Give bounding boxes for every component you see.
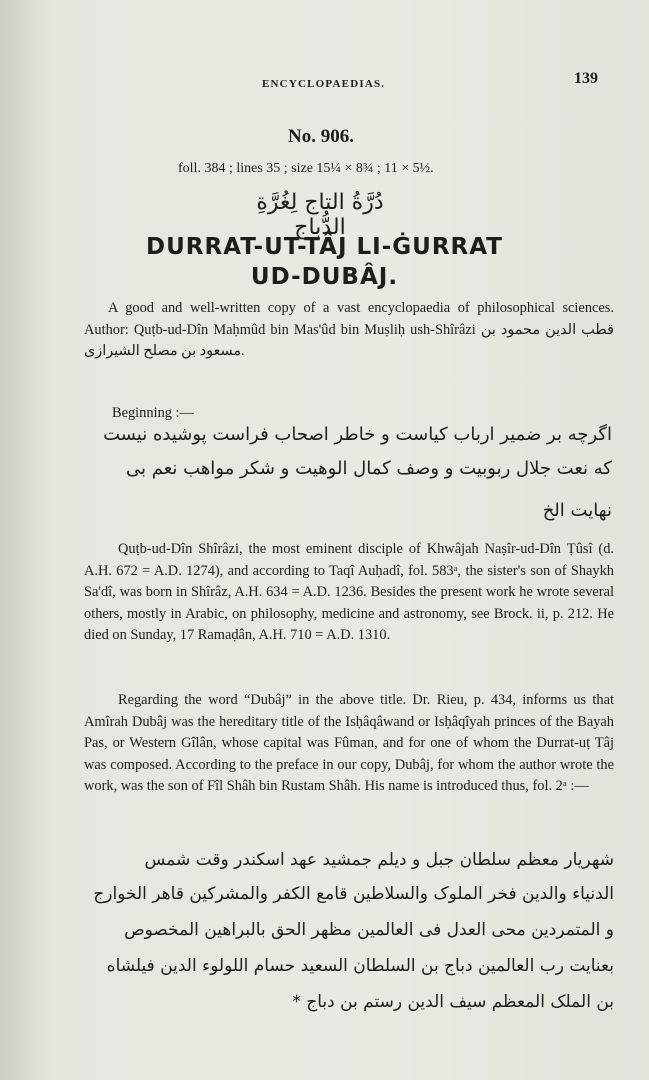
running-head: ENCYCLOPAEDIAS. xyxy=(262,78,386,90)
title-line-2: UD-DUBÂJ. xyxy=(250,264,399,290)
entry-number: No. 906. xyxy=(288,126,354,147)
biography-paragraph: Quṭb-ud-Dîn Shîrâzi, the most eminent disciple of Khwâjah Naṣîr-ud-Dîn Ṭûsî (d. A.H. 672 = A.D. 1274), and according to Taqî Auḥadî, fol. 583ᵃ, the sister's son of Shaykh Sa'dî, was born in Shîrâz, A.H. 634 = A.D. 1236. Besides the present work he wrote several others, mostly in Arabic, on philosophy, medicine and astronomy, see Brock. ii, p. 212. He died on Sunday, 17 Ramaḍân, A.H. 710 = A.D. 1310. xyxy=(84,541,614,643)
title-arabic: دُرَّةُ التاج لِغُرَّةِ الدُّباج xyxy=(256,190,384,240)
quotation-arabic-line: و المتمردین محی العدل فی العالمین مظهر الحق بالبراهین المخصوص xyxy=(124,920,614,940)
page-number: 139 xyxy=(574,70,598,87)
beginning-persian-line: نهایت الخ xyxy=(542,500,612,521)
beginning-persian-line: اگرچه بر ضمیر ارباب کیاست و خاطر اصحاب فراست پوشیده نیست xyxy=(103,424,612,445)
beginning-persian-line: که نعت جلال ربوبیت و وصف کمال الوهیت و شکر مواهب نعم بی xyxy=(126,458,612,479)
quotation-arabic-line: بن الملک المعظم سیف الدین رستم بن دباج * xyxy=(292,992,614,1012)
quotation-arabic-line: الدنیاء والدین فخر الملوک والسلاطین قامع الکفر والمشرکین قاهر الخوارج xyxy=(93,884,614,904)
foliation-line: foll. 384 ; lines 35 ; size 15¼ × 8¾ ; 11 × 5½. xyxy=(178,161,434,176)
beginning-label: Beginning :— xyxy=(112,405,194,421)
title-line-1: DURRAT-UT-TÂJ LI-ĠURRAT xyxy=(146,234,503,260)
title-note-paragraph: Regarding the word “Dubâj” in the above title. Dr. Rieu, p. 434, informs us that Amîrah Dubâj was the hereditary title of the Isḥâqâwand or Isḥâqîyah princes of the Bayah Pas, or Western Gîlân, whose capital was Fûman, and for one of whom the Durrat-uṭ Tâj was composed. According to the preface in our copy, Dubâj, for whom the author wrote the work, was the son of Fîl Shâh bin Rustam Shâh. His name is introduced thus, fol. 2ᵃ :— xyxy=(84,692,614,794)
quotation-arabic-line: شهریار معظم سلطان جبل و دیلم جمشید عهد اسکندر وقت شمس xyxy=(144,850,614,870)
description-paragraph: A good and well-written copy of a vast encyclopaedia of philosophical sciences. Author: Quṭb-ud-Dîn Maḥmûd bin Mas'ûd bin Muṣliḥ ush-Shîrâzi قطب الدين محمود بن مسعود بن مصلح الشيرازى. xyxy=(84,300,614,359)
quotation-arabic-line: بعنایت رب العالمین دباج بن السلطان السعید حسام اللولوء الدین فیلشاه xyxy=(106,956,614,976)
